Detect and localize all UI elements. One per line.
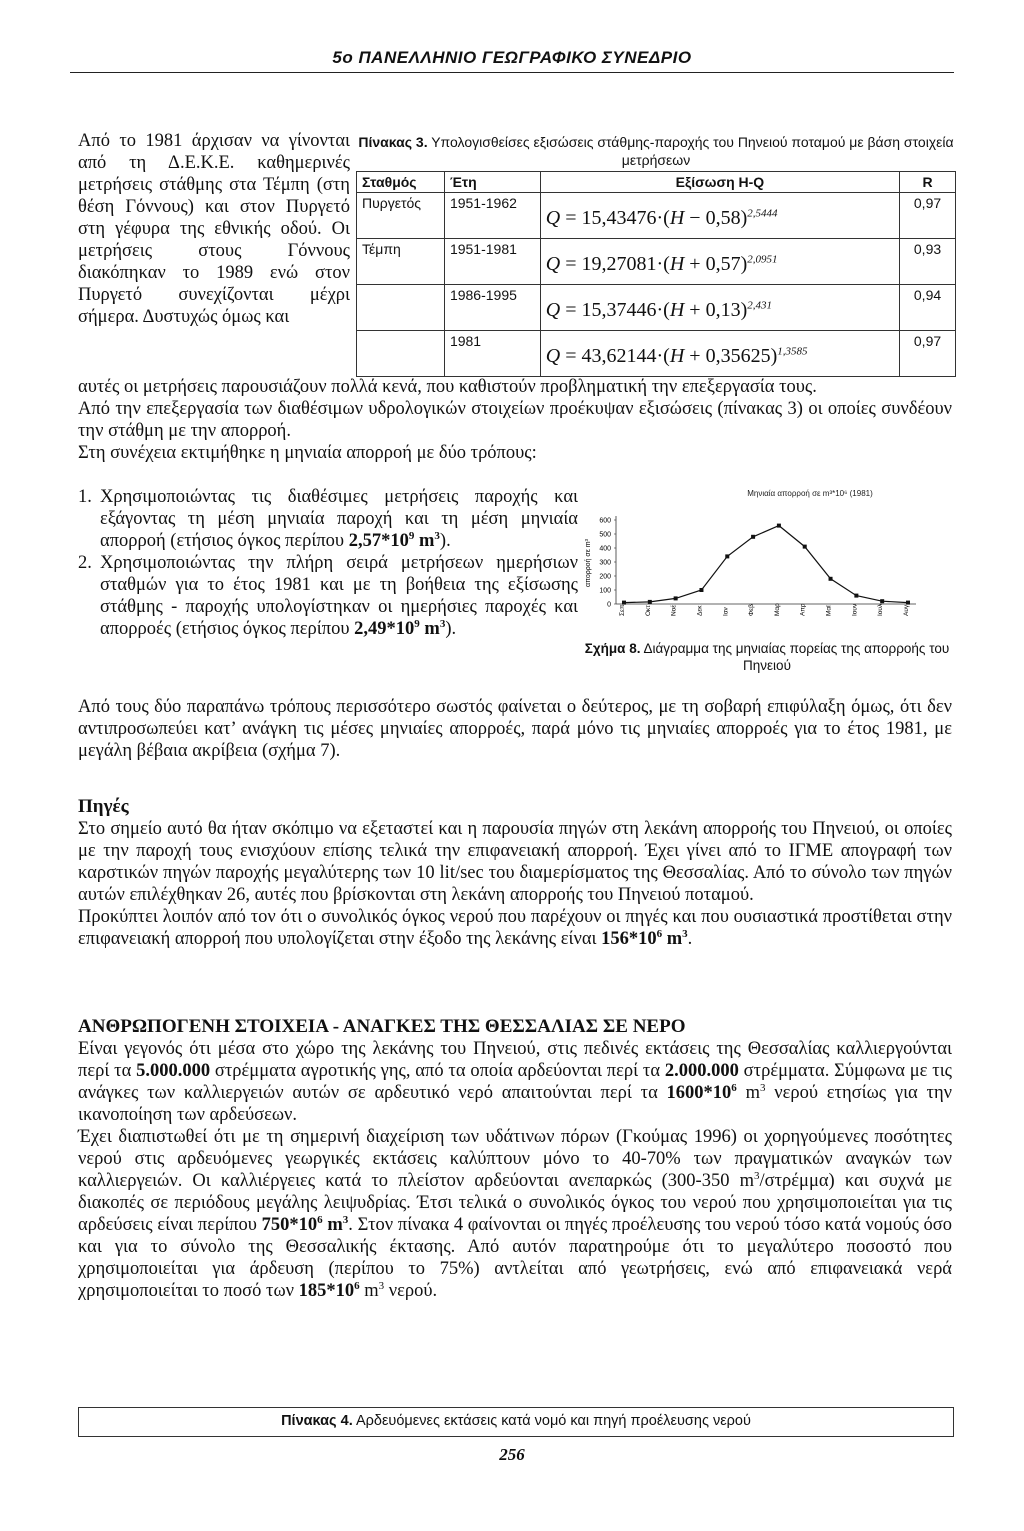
table-row [357,193,956,239]
paragraph: Από την επεξεργασία των διαθέσιμων υδρολογικών στοιχείων προέκυψαν εξισώσεις (πίνακας 3) οι οποίες συνδέουν την στάθμη με την απορροή. [78,399,952,441]
paragraph: Από τους δύο παραπάνω τρόπους περισσότερο σωστός φαίνεται ο δεύτερος, με τη σοβαρή επιφύλαξη όμως, ότι δεν αντιπροσωπεύει κατ’ ανάγκη τις μέσες μηνιαίες απορροές, παρά μόνο τις μηνιαίες απορροές για το έτος 1981, με μεγάλη βέβαια ακρίβεια (σχήμα 7). [78,697,952,761]
x-tick-label: Νοέ [670,604,678,616]
cell-r: 0,97 [900,331,956,377]
x-tick-label: Μαϊ [825,605,833,616]
data-point [880,599,884,603]
x-tick-label: Ιαν [722,607,730,616]
table-3-label: Πίνακας 3. [358,134,428,150]
x-tick-label: Οκτ [644,605,652,616]
data-point [725,554,729,558]
cell-years: 1951-1962 [444,193,540,239]
paragraph: Έχει διαπιστωθεί ότι με τη σημερινή διαχείριση των υδάτινων πόρων (Γκούμας 1996) οι χορηγούμενες ποσότητες νερού στις αρδευόμενες γεωργικές εκτάσεις καλύπτουν μόνο το 40-70% των πραγματικών αναγκών των καλλιεργειών. Οι καλλιέργειες κατά το πλείστον αρδεύονται ανεπαρκώς (300-350 $m^3/\sigma\tau\rho έ\mu\mu\alpha$) και συχνά με διακοπές σε περιόδους μεγάλης λειψυδρίας. Έτσι τελικά ο συνολικός όγκος του νερού που χρησιμοποιείται για τις αρδεύσεις είναι περίπου $750*10^6$ $m^3$. Στον πίνακα 4 φαίνονται οι πηγές προέλευσης του νερού τόσο κατά νομούς όσο και για το σύνολο της Θεσσαλικής έκτασης. Από αυτόν παρατηρούμε ότι το μεγαλύτερο ποσοστό που χρησιμοποιείται για άρδευση (περίπου το 75%) αντλείται από γεωτρήσεις, ενώ από επιφανειακά νερά χρησιμοποιείται το ποσό των $185*10^6$ $m^3$ νερού. [78,1127,952,1301]
body-block-2 [78,696,952,762]
data-point [854,594,858,598]
cell-years: 1951-1981 [444,239,540,285]
section-title: ΑΝΘΡΩΠΟΓΕΝΗ ΣΤΟΙΧΕΙΑ - ΑΝΑΓΚΕΣ ΤΗΣ ΘΕΣΣΑΛΙΑΣ ΣΕ ΝΕΡΟ [78,1016,686,1037]
x-tick-label: Δεκ [696,605,704,616]
y-axis-label: απορροή σε m³ [585,539,592,587]
cell-station: Τέμπη [357,239,445,285]
col-header: Εξίσωση H-Q [540,172,899,193]
x-tick-label: Ιουν [851,603,859,616]
table-row [357,239,956,285]
x-tick-label: Αυγ [903,604,910,616]
table-row [357,331,956,377]
cell-r: 0,93 [900,239,956,285]
cell-equation: $Q = 43,62144\cdot(H + 0,35625)^{1,3585}$ [540,331,899,377]
body-block-1 [78,376,952,464]
cell-station: Πυργετός [357,193,445,239]
data-point [674,596,678,600]
method-list [78,486,578,640]
cell-r: 0,94 [900,285,956,331]
cell-station [357,331,445,377]
data-point [906,601,910,605]
data-point [699,588,703,592]
table-row [357,285,956,331]
intro-paragraph: Από το 1981 άρχισαν να γίνονται από τη Δ.Ε.Κ.Ε. καθημερινές μετρήσεις στάθμης στα Τέμπη (στη θέση Γόννους) και στον Πυργετό στη γέφυρα της εθνικής οδού. Οι μετρήσεις στους Γόννους διακόπηκαν το 1989 ενώ στον Πυργετό συνεχίζονται μέχρι σήμερα. Δυστυχώς όμως και [78,131,350,327]
cell-r: 0,97 [900,193,956,239]
y-tick-label: 0 [607,601,611,609]
y-tick-label: 400 [599,545,611,553]
y-tick-label: 600 [599,517,611,525]
cell-years: 1986-1995 [444,285,540,331]
list-number: 2. [78,553,92,573]
series-line [624,526,908,603]
list-text: Χρησιμοποιώντας τις διαθέσιμες μετρήσεις παροχής και εξάγοντας τη μέση μηνιαία παροχή και τη μέση μηνιαία απορροή (ετήσιος όγκος περίπου $2,57*10^9$ $m^3$). [100,487,578,551]
paragraph: Προκύπτει λοιπόν από τον ότι ο συνολικός όγκος νερού που παρέχουν οι πηγές και που ουσιαστικά προστίθεται στην επιφανειακή απορροή που υπολογίζεται στην έξοδο της λεκάνης είναι $156*10^6$ $m^3$. [78,907,952,949]
col-header: R [900,172,956,193]
chart-caption: Σχήμα 8. Διάγραμμα της μηνιαίας πορείας της απορροής του Πηνειού [584,641,950,673]
x-tick-label: Μαρ [773,603,781,616]
table-header-row [357,172,956,193]
data-point [648,600,652,604]
y-tick-label: 300 [599,559,611,567]
cell-equation: $Q = 15,37446\cdot(H + 0,13)^{2,431}$ [540,285,899,331]
y-tick-label: 200 [599,573,611,581]
running-header: 5ο ΠΑΝΕΛΛΗΝΙΟ ΓΕΩΓΡΑΦΙΚΟ ΣΥΝΕΔΡΙΟ [332,48,692,67]
table-3 [356,133,956,377]
page-number: 256 [499,1445,525,1464]
paragraph: Είναι γεγονός ότι μέσα στο χώρο της λεκάνης του Πηνειού, στις πεδινές εκτάσεις της Θεσσαλίας καλλιεργούνται περί τα 5.000.000 στρέμματα αγροτικής γης, από τα οποία αρδεύονται περί τα 2.000.000 στρέμματα. Σύμφωνα με τις ανάγκες των καλλιεργειών αυτών σε αρδευτικό νερό απαιτούνται περί τα $1600*10^6$ $m^3$ νερού ετησίως για την ικανοποίηση των αρδεύσεων. [78,1039,952,1125]
y-tick-label: 100 [599,587,611,595]
col-header: Έτη [444,172,540,193]
header-rule [70,72,954,73]
x-tick-label: Ιουλ [877,603,885,616]
table-3-grid [356,171,956,377]
list-number: 1. [78,487,92,507]
data-point [777,524,781,528]
section-human-needs [78,1016,952,1302]
list-item [78,552,578,640]
y-tick-label: 500 [599,531,611,539]
left-column [78,130,350,328]
data-point [803,545,807,549]
x-tick-label: Απρ [799,603,807,616]
cell-station [357,285,445,331]
list-item [78,486,578,552]
paragraph: Στη συνέχεια εκτιμήθηκε η μηνιαία απορροή με δύο τρόπους: [78,443,537,463]
list-text: Χρησιμοποιώντας την πλήρη σειρά μετρήσεων ημερήσιων σταθμών για το έτος 1981 και με τη βοήθεια της εξίσωσης στάθμης - παροχής υπολογίστηκαν οι ημερήσιες παροχές και απορροές (ετήσιος όγκος περίπου $2,49*10^9$ $m^3$). [100,553,578,639]
table-4-caption: Πίνακας 4. Αρδευόμενες εκτάσεις κατά νομό και πηγή προέλευσης νερού [78,1407,954,1437]
cell-equation: $Q = 15,43476\cdot(H - 0,58)^{2,5444}$ [540,193,899,239]
paragraph: Στο σημείο αυτό θα ήταν σκόπιμο να εξεταστεί και η παρουσία πηγών στη λεκάνη απορροής του Πηνειού, οι οποίες με την παροχή τους ενισχύουν επίσης τελικά την επιφανειακή απορροή. Έχει γίνει από το ΙΓΜΕ απογραφή των καρστικών πηγών παροχής μεγαλύτερης των 10 lit/sec του διαμερίσματος της Θεσσαλίας. Από το σύνολο των πηγών αυτών επιλέχθηκαν 26, αυτές που βρίσκονται στη λεκάνη απορροής του Πηνειού ποταμού. [78,819,952,905]
x-tick-label: Φεβ [748,604,756,616]
table-3-title: Υπολογισθείσες εξισώσεις στάθμης-παροχής του Πηνειού ποταμού με βάση στοιχεία μετρήσεων [431,134,954,168]
paragraph-continued: αυτές οι μετρήσεις παρουσιάζουν πολλά κενά, που καθιστούν προβληματική την επεξεργασία τους. [78,377,817,397]
data-point [622,601,626,605]
cell-years: 1981 [444,331,540,377]
chart-title: Μηνιαία απορροή σε m³*10⁶ (1981) [747,489,873,498]
table-3-caption [356,133,956,169]
data-point [751,535,755,539]
x-tick-label: Σεπ [619,604,626,616]
section-springs [78,796,952,950]
section-title: Πηγές [78,796,129,817]
data-point [829,577,833,581]
cell-equation: $Q = 19,27081\cdot(H + 0,57)^{2,0951}$ [540,239,899,285]
col-header: Σταθμός [357,172,445,193]
